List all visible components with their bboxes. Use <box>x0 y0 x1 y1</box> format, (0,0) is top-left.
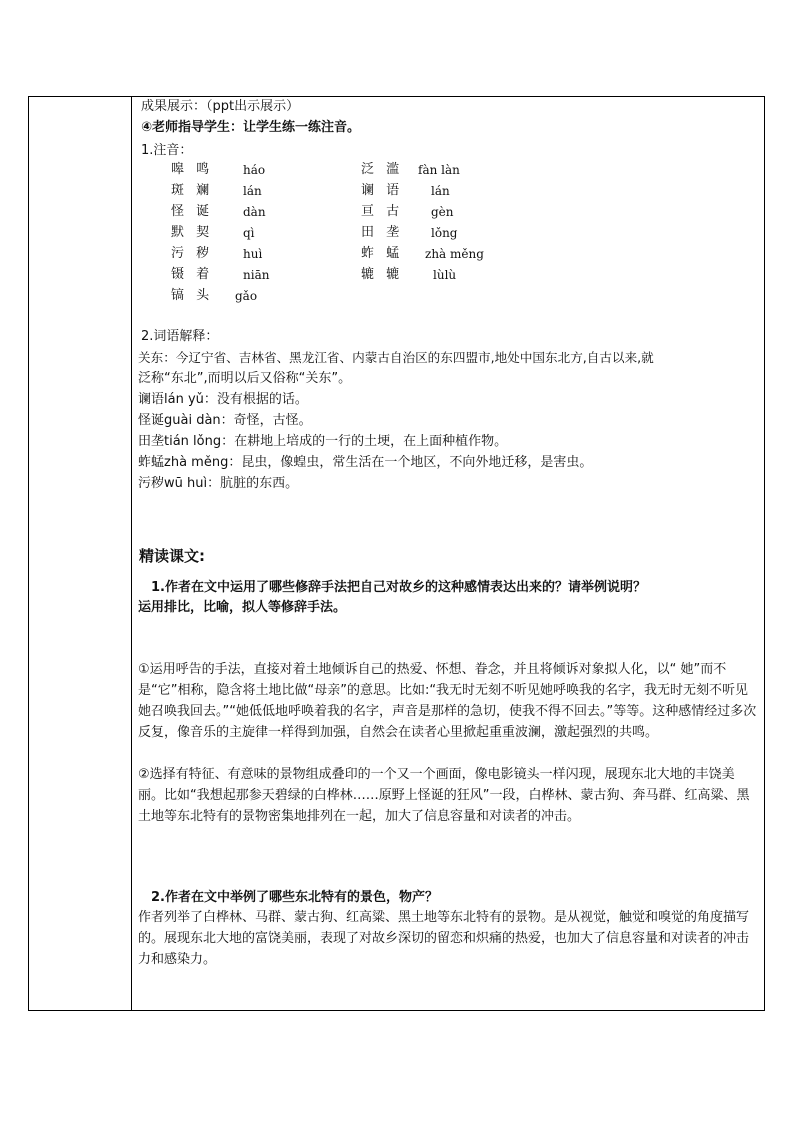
question-2: 2.作者在文中举例了哪些东北特有的景色，物产？ <box>151 890 438 905</box>
pinyin-reading: lán <box>243 184 262 198</box>
glossary-title: 2.词语解释： <box>141 329 219 344</box>
pinyin-reading: lùlù <box>433 268 457 282</box>
glossary-guandong-line2: 泛称“东北”,而明以后又俗称“关东”。 <box>138 371 352 386</box>
pinyin-word: 镐 头 <box>171 288 214 303</box>
pinyin-word: 嗥 鸣 <box>171 162 214 177</box>
left-column <box>29 97 132 1010</box>
paragraph-3: 作者列举了白桦林、马群、蒙古狗、红高粱、黑土地等东北特有的景物。是从视觉，触觉和嗅觉的角度描写的。展现东北大地的富饶美丽，表现了对故乡深切的留恋和炽痛的热爱，也加大了信息容量和对读者的冲击力和感染力。 <box>138 910 750 967</box>
pinyin-reading: gǎo <box>235 289 258 303</box>
teacher-instruction: ④老师指导学生：让学生练一练注音。 <box>141 120 361 135</box>
pinyin-title: 1.注音： <box>141 143 193 158</box>
pinyin-reading: qì <box>243 226 255 240</box>
section-title-reading: 精读课文: <box>139 547 205 565</box>
glossary-item: 谰语lán yǔ：没有根据的话。 <box>138 392 308 407</box>
paragraph-1: ①运用呼告的手法，直接对着土地倾诉自己的热爱、怀想、眷念，并且将倾诉对象拟人化，以“ 她”而不是“它”相称，隐含将土地比做“母亲”的意思。比如:“我无时无刻不听见她呼唤我的名字，我无时无刻不听见她召唤我回去。”“她低低地呼唤着我的名字，声音是那样的急切，使我不得不回去。”等等。这种感情经过多次反复，像音乐的主旋律一样得到加强，自然会在读者心里掀起重重波澜，激起强烈的共鸣。 <box>138 662 757 740</box>
pinyin-word: 谰 语 <box>361 183 404 198</box>
pinyin-word: 斑 斓 <box>171 183 214 198</box>
display-line: 成果展示：（ppt出示展示） <box>141 99 300 114</box>
pinyin-reading: lǒng <box>431 226 458 240</box>
paragraph-2: ②选择有特征、有意味的景物组成叠印的一个又一个画面，像电影镜头一样闪现，展现东北大地的丰饶美丽。比如“我想起那参天碧绿的白桦林……原野上怪诞的狂风”一段，白桦林、蒙古狗、奔马群、红高粱、黑土地等东北特有的景物密集地排列在一起，加大了信息容量和对读者的冲击。 <box>138 767 750 824</box>
pinyin-word: 辘 辘 <box>361 267 404 282</box>
pinyin-reading: zhà měng <box>425 247 484 261</box>
pinyin-reading: fàn làn <box>418 163 460 177</box>
lesson-table <box>28 96 765 1011</box>
glossary-item: 怪诞guài dàn：奇怪，古怪。 <box>138 413 312 428</box>
glossary-item: 蚱蜢zhà měng：昆虫，像蝗虫，常生活在一个地区，不向外地迁移，是害虫。 <box>138 455 593 470</box>
pinyin-word: 镊 着 <box>171 267 214 282</box>
pinyin-word: 污 秽 <box>171 246 214 261</box>
pinyin-word: 泛 滥 <box>361 162 404 177</box>
pinyin-reading: háo <box>243 163 266 177</box>
pinyin-reading: huì <box>243 247 263 261</box>
pinyin-word: 田 垄 <box>361 225 404 240</box>
pinyin-reading: niān <box>243 268 270 282</box>
pinyin-reading: dàn <box>243 205 266 219</box>
pinyin-word: 默 契 <box>171 225 214 240</box>
pinyin-word: 亘 古 <box>361 204 404 219</box>
pinyin-reading: gèn <box>431 205 454 219</box>
pinyin-word: 怪 诞 <box>171 204 214 219</box>
pinyin-reading: lán <box>431 184 450 198</box>
question-1: 1.作者在文中运用了哪些修辞手法把自己对故乡的这种感情表达出来的？请举例说明？ <box>151 580 646 595</box>
answer-1: 运用排比，比喻，拟人等修辞手法。 <box>138 600 347 615</box>
glossary-guandong-line1: 关东：今辽宁省、吉林省、黑龙江省、内蒙古自治区的东四盟市,地处中国东北方,自古以来,就 <box>138 350 654 365</box>
glossary-item: 田垄tián lǒng：在耕地上培成的一行的土埂，在上面种植作物。 <box>138 434 508 449</box>
pinyin-word: 蚱 蜢 <box>361 246 404 261</box>
glossary-item: 污秽wū huì：肮脏的东西。 <box>138 476 299 491</box>
